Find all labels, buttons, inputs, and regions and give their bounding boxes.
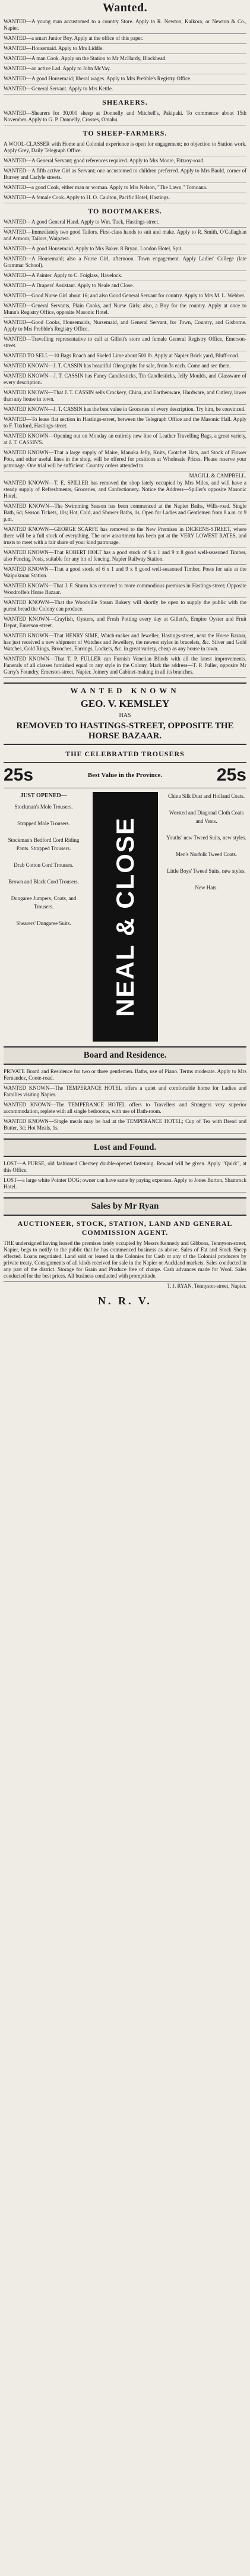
ryan-signature: T. J. RYAN, Tennyson-street, Napier. xyxy=(167,1283,246,1289)
ad: WANTED—a good Cook, either man or woman. Apply to Mrs Nelson, "The Lawn," Tomoana. xyxy=(4,183,246,193)
ad: WANTED KNOWN—That T. P. FULLER can Furnish Venetian Blinds with all the latest improvements. Funerals of all classes furnished equal to any style in the Colony. Mark the address—T. P. Fuller, opposite Mr Garry's Foundry, Emerson-street, Napier. Joinery and Cabinet-making in all its branches. xyxy=(4,655,246,678)
ad: WANTED KNOWN—The Swimming Season has been commenced at the Napier Baths, Wills-road. Single Bath, 6d; Season Tickets, 10s; Hot, Cold, and Shower Baths, 1s. Open for Ladies and Gentlemen from 8 a.m. to 9 p.m. xyxy=(4,502,246,525)
list-item: Strapped Mole Trousers. xyxy=(17,820,70,826)
ad: WANTED KNOWN—The TEMPERANCE HOTEL offers to Travellers and Strangers very superior accommodation, replete with all single bedrooms, with use of Bath-room. xyxy=(4,1100,246,1117)
footer-text: N. R. V. xyxy=(98,1295,152,1307)
price-right: 25s xyxy=(216,765,246,785)
ad: WANTED KNOWN—That J. T. CASSIN sells Crockery, China, and Earthenware, Hardware, and Cutlery, lower than any house in town. xyxy=(4,388,246,405)
ad: WANTED KNOWN—That HENRY SIME, Watch-maker and Jeweller, Hastings-street, next the Horse Bazaar, has just received a new shipment of Watches and Jewellery, the newest styles in bracelets, &c. Silver and Gold Watches, Gold Rings, Brooches, Earrings, Lockets, &c. in great variety, cheap as any house in town. xyxy=(4,631,246,655)
price-left: 25s xyxy=(4,765,34,785)
list-item: Little Boys' Tweed Suits, new styles. xyxy=(167,868,246,874)
ad: WANTED KNOWN—J. T. CASSIN has beautiful Oleographs for sale, from 3s each. Come and see them. xyxy=(4,361,246,372)
sheep-farmers-ad: A WOOL-CLASSER with Home and Colonial experience is open for engagement; no objection to Station work. Apply Grey, Daily Telegraph Office. xyxy=(4,140,246,156)
bootmakers-ad: WANTED—A good General Hand. Apply to Wm. Tuck, Hastings-street. xyxy=(4,218,246,228)
list-item: Dungaree Jumpers, Coats, and Trousers. xyxy=(11,895,77,910)
ad: WANTED—A young man accustomed to a country Store. Apply to R. Newton, Kaikora, or Newton & Co., Napier. xyxy=(4,17,246,34)
list-item: Worsted and Diagonal Cloth Coats and Vests. xyxy=(169,810,244,824)
ad: WANTED KNOWN—That a good stock of 6 x 1 and 9 x 8 good well-seasoned Timber, Posts for sale at the Waipukurau Station. xyxy=(4,565,246,581)
list-item: Drab Cotton Cord Trousers. xyxy=(14,862,74,868)
ad: WANTED TO SELL—10 Bags Roach and Skeled Lime about 500 lb. Apply at Napier Brick yard, Bluff-road. xyxy=(4,351,246,361)
product-columns xyxy=(4,792,246,1042)
ad: WANTED KNOWN—J. T. CASSIN has the best value in Groceries of every description. Try him, be convinced. xyxy=(4,405,246,415)
neal-close-banner xyxy=(93,792,158,1042)
ad: WANTED KNOWN—The TEMPERANCE HOTEL offers a quiet and comfortable home for Ladies and Families visiting Napier. xyxy=(4,1084,246,1100)
ad: WANTED—Housemaid. Apply to Mrs Liddle. xyxy=(4,44,246,54)
ads-block-1 xyxy=(4,17,246,95)
ad: WANTED—A female Cook. Apply to H. O. Caulton, Pacific Hotel, Hastings. xyxy=(4,193,246,203)
ad: WANTED—General Servants, Plain Cooks, and Nurse Girls; also, a Boy for the country. Apply at once to Munn's Registry Office, opposite Masonic Hotel. xyxy=(4,301,246,318)
kemsley-line3: HAS xyxy=(119,712,131,719)
list-item: China Silk Dust and Holland Coats. xyxy=(168,793,245,799)
ad: WANTED—A good Housemaid. Apply to Mrs Baker. 8 Bryan, London Hotel, Spit. xyxy=(4,244,246,254)
ad: WANTED KNOWN—Opening out on Monday an entirely new line of Leather Travelling Bags, a great variety, at J. T. CASSIN'S. xyxy=(4,432,246,448)
ad: LOST—a large white Pointer DOG; owner can have same by paying expenses. Apply to Jones Burton, Shamrock Hotel. xyxy=(4,1176,246,1193)
shearers-heading: SHEARERS. xyxy=(102,98,148,106)
list-item: Stockman's Mole Trousers. xyxy=(14,804,73,810)
right-column xyxy=(166,792,246,1042)
ad: WANTED—A Painter. Apply to C. Foiglass, Havelock. xyxy=(4,271,246,281)
board-heading: Board and Residence. xyxy=(4,1046,246,1065)
kemsley-line2: GEO. V. KEMSLEY xyxy=(80,698,170,709)
bootmakers-heading: TO BOOTMAKERS. xyxy=(88,207,162,215)
ad: WANTED KNOWN—T. E. SPILLER has removed the shop lately occupied by Mrs Miles, and will have a steady supply of Refreshments, Groceries, and Confectionery. Notice the Address—Spiller's opposite Masonic Hotel. xyxy=(4,479,246,502)
price-middle: Best Value in the Province. xyxy=(87,772,163,779)
list-item: Youths' new Tweed Suits, new styles. xyxy=(166,835,246,841)
ad: WANTED KNOWN—That ROBERT HOLT has a good stock of 6 x 1 and 9 x 8 good well-seasoned Timber, also Fencing Posts, suitable for any bit of fencing. Napier Railway Station. xyxy=(4,548,246,565)
list-item: Brown and Black Cord Trousers. xyxy=(8,879,79,885)
signature: MAGILL & CAMPBELL. xyxy=(189,473,246,479)
ads-block-2 xyxy=(4,156,246,203)
shearers-ad: WANTED—Shearers for 30,000 sheep at Donnelly and Mitchell's, Pakipaki. To commence about 15th November. Apply to G. P. Donnelly, Crosses, Omahu. xyxy=(4,109,246,125)
ad: PRIVATE Board and Residence for two or three gentlemen. Baths, use of Piano. Terms moderate. Apply to Mrs Fernandez, Coote-road. xyxy=(4,1067,246,1084)
ad: WANTED—Immediately two good Tailors. First-class hands to suit and make. Apply to R. Smith, O'Callaghan and Armour, Tailors, Waipawa. xyxy=(4,228,246,244)
ad: WANTED KNOWN—GEORGE SCARFE has removed to the New Premises in DICKENS-STREET, where there will be a full stock of everything. The new assortment has been got at the VERY LOWEST RATES, and trusts to meet with a fair share of your kind patronage. xyxy=(4,525,246,548)
ad: WANTED KNOWN—That a large supply of Maire, Manuka Jelly, Knits, Crotchet Hats, and Stock of Flower Pots, and other useful lines in the shop, will be offered for positions at Wholesale Prices. Please reserve your patronage. One trial will be sufficient. Country orders attended to. xyxy=(4,448,246,471)
ad: WANTED KNOWN—That the Woodville Steam Bakery will shortly be open to supply the public with the purest bread the Colony can produce. xyxy=(4,598,246,615)
kemsley-line4: REMOVED TO HASTINGS-STREET, OPPOSITE THE HORSE BAZAAR. xyxy=(16,721,234,741)
list-item: Shearers' Dungaree Suits. xyxy=(16,920,71,926)
ad: WANTED—General Servant. Apply to Mrs Kettle. xyxy=(4,84,246,95)
newspaper-page xyxy=(0,1,250,1307)
ad: WANTED—Good Cooks, Housemaids, Nursemaid, and General Servant, for Town, Country, and Gisborne. Apply to Mrs Prebble's Registry Office. xyxy=(4,318,246,335)
ad: WANTED KNOWN—That J. F. Sturm has removed to more commodious premises in Hastings-street; Opposite Woodroffe's Horse Bazaar. xyxy=(4,581,246,598)
list-item: New Hats. xyxy=(195,885,218,891)
list-item: Stockman's Bedford Cord Riding Pants. Strapped Trousers. xyxy=(8,837,80,851)
kemsley-line1: WANTED KNOWN xyxy=(70,686,180,695)
ad: WANTED KNOWN—J. T. CASSIN has Fancy Candlesticks, Tin Candlesticks, Jelly Moulds, and Glassware of every description. xyxy=(4,372,246,388)
trousers-heading: THE CELEBRATED TROUSERS xyxy=(65,750,185,758)
ad: WANTED KNOWN—Single meals may be had at the TEMPERANCE HOTEL; Cup of Tea with Bread and Butter, 3d; Hot Meals, 1s. xyxy=(4,1117,246,1134)
left-column xyxy=(4,792,84,1042)
ad: WANTED—Good Nurse Girl about 16; and also Good General Servant for country. Apply to Mrs M. L. Webber. xyxy=(4,291,246,301)
list-item: Men's Norfolk Tweed Coats. xyxy=(175,851,238,857)
ad: WANTED—Travelling representative to call at Gillett's store and female General Registry Office, Emerson-street. xyxy=(4,335,246,351)
ad: LOST—A PURSE, old fashioned Chertsey double-opened fastening. Reward will be given. Apply "Quirk", at this Office. xyxy=(4,1159,246,1176)
ads-block-3 xyxy=(4,228,246,471)
ad: WANTED—A man Cook. Apply on the Station to Mr McHardy, Blackhead. xyxy=(4,54,246,64)
ad: WANTED—an active Lad. Apply to John McVay. xyxy=(4,64,246,74)
ad: WANTED—A Housemaid; also a Nurse Girl, afternoon. Town engagement. Apply Ladies' College (late Grammar School). xyxy=(4,254,246,271)
trousers-row xyxy=(4,762,246,788)
ryan-title: AUCTIONEER, STOCK, STATION, LAND AND GENERAL COMMISSION AGENT. xyxy=(17,1219,233,1237)
sheep-farmers-heading: TO SHEEP-FARMERS. xyxy=(83,129,167,137)
ads-block-4 xyxy=(4,479,246,678)
ad: WANTED—A Drapers' Assistant. Apply to Neale and Close. xyxy=(4,281,246,291)
banner-text: NEAL & CLOSE xyxy=(110,817,139,1017)
kemsley-ad xyxy=(4,682,246,745)
left-col-heading: JUST OPENED— xyxy=(20,792,67,799)
ad: WANTED KNOWN—Crayfish, Oysters, and Fresh Potting every day at Gillett's, Empire Oyster and Fruit Depot, Emerson-street. xyxy=(4,615,246,631)
ad: WANTED—To lease flat section in Hastings-street, between the Telegraph Office and the Masonic Hall. Apply to F. Tuxford, Hastings-street. xyxy=(4,415,246,432)
ad: WANTED—A General Servant; good references required. Apply to Mrs Moore, Fitzroy-road. xyxy=(4,156,246,166)
ryan-heading: Sales by Mr Ryan xyxy=(4,1197,246,1216)
ad: WANTED—A fifth active Girl as Servant; one accustomed to children preferred. Apply to Mrs Bauld, corner of Burvey and Carlyle streets. xyxy=(4,166,246,183)
page-title: Wanted. xyxy=(102,1,148,14)
ad: WANTED—a smart Junior Boy. Apply at the office of this paper. xyxy=(4,34,246,44)
lost-found-heading: Lost and Found. xyxy=(4,1138,246,1157)
ryan-body: THE undersigned having leased the premises lately occupied by Messrs Kennedy and Gibbons, Tennyson-street, Napier, begs to notify to the public that he has commenced business as above. Sales of Fat and Stock Sheep effected. Loans negotiated. Land sold or leased in the Colonies for Cash or any of the Colonial producers by private treaty. Consignments of all kinds received for sale in the Napier or Auckland markets. Sales conducted in any part of the district. Storage for Grain and Produce free of charge. Cash advances made for Wool. Sales conducted for the best prices. All business conducted with promptitude. xyxy=(4,1239,246,1282)
ad: WANTED—A good Housemaid; liberal wages. Apply to Mrs Prebble's Registry Office. xyxy=(4,74,246,84)
